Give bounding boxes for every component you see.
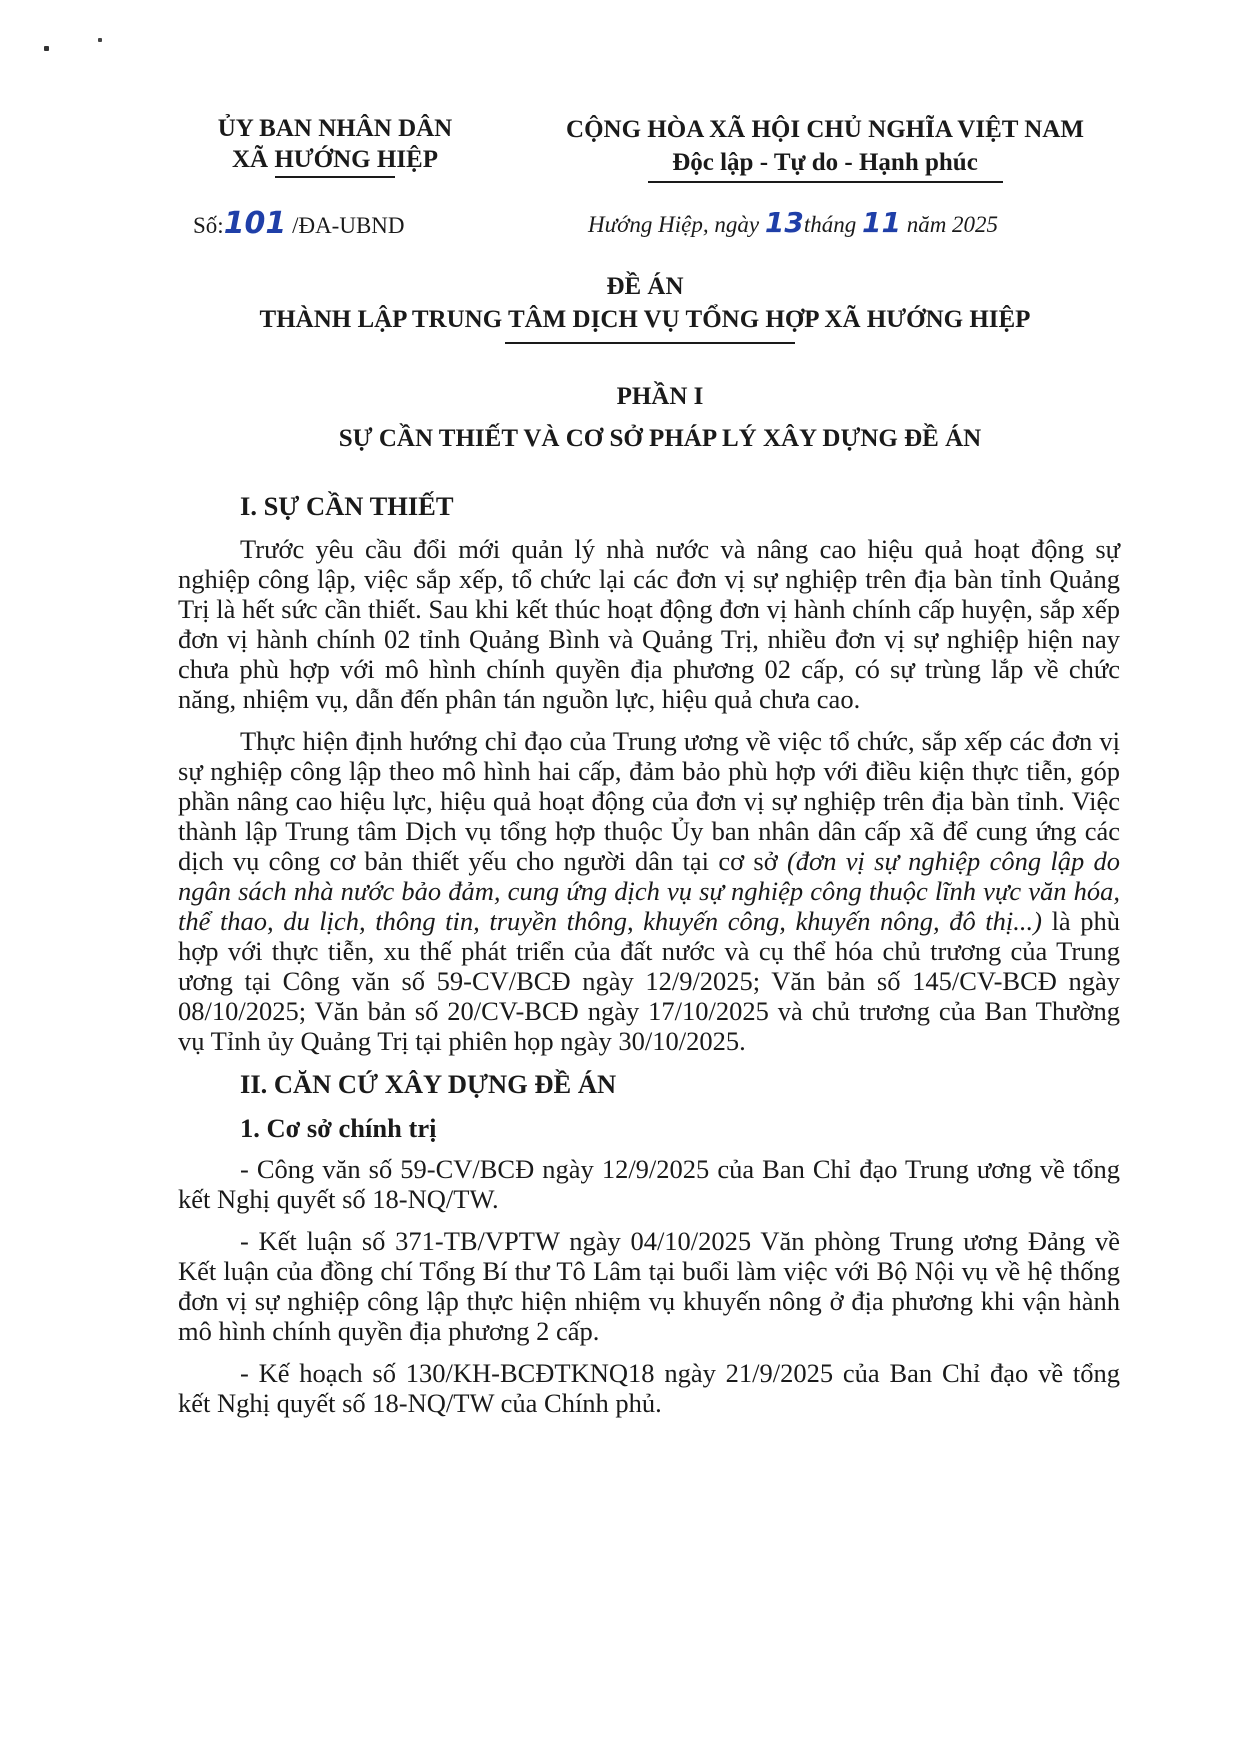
scan-speck (44, 46, 49, 51)
scan-speck (98, 38, 102, 42)
issuing-authority (190, 113, 480, 178)
section-heading: II. CĂN CỨ XÂY DỰNG ĐỀ ÁN (240, 1069, 617, 1099)
paragraph (178, 726, 1120, 1056)
date-year: năm 2025 (906, 212, 999, 237)
subsection-heading: 1. Cơ sở chính trị (240, 1113, 437, 1143)
paragraph: Trước yêu cầu đổi mới quản lý nhà nước và nâng cao hiệu quả hoạt động sự nghiệp công lập, việc sắp xếp, tổ chức lại các đơn vị sự nghiệp trên địa bàn tỉnh Quảng Trị là hết sức cần thiết. Sau khi kết thúc hoạt động đơn vị hành chính cấp huyện, sắp xếp đơn vị hành chính 02 tỉnh Quảng Bình và Quảng Trị, nhiều đơn vị sự nghiệp hiện nay chưa phù hợp với mô hình chính quyền địa phương 02 cấp, có sự trùng lắp về chức năng, nhiệm vụ, dẫn đến phân tán nguồn lực, hiệu quả chưa cao. (178, 534, 1120, 714)
title-underline (505, 342, 795, 344)
issue-date (588, 206, 998, 239)
part-title: SỰ CẦN THIẾT VÀ CƠ SỞ PHÁP LÝ XÂY DỰNG ĐỀ ÁN (338, 425, 982, 452)
title-type: ĐỀ ÁN (606, 273, 684, 300)
paragraph-text: Thực hiện định hướng chỉ đạo của Trung ương về việc tổ chức, sắp xếp các đơn vị sự nghiệp công lập theo mô hình hai cấp, đảm bảo phù hợp với điều kiện thực tiễn, góp phần nâng cao hiệu lực, hiệu quả hoạt động của đơn vị sự nghiệp trên địa bàn tỉnh. Việc thành lập Trung tâm Dịch vụ tổng hợp thuộc Ủy ban nhân dân cấp xã để cung ứng các dịch vụ công cơ bản thiết yếu cho người dân tại cơ sở (178, 726, 1120, 876)
authority-line-2: XÃ HƯỚNG HIỆP (231, 146, 439, 173)
list-item: - Kết luận số 371-TB/VPTW ngày 04/10/2025 Văn phòng Trung ương Đảng về Kết luận của đồng chí Tổng Bí thư Tô Lâm tại buổi làm việc với Bộ Nội vụ về hệ thống đơn vị sự nghiệp công lập thực hiện nhiệm vụ khuyến nông ở địa phương khi vận hành mô hình chính quyền địa phương 2 cấp. (178, 1226, 1120, 1346)
paragraph-text: là phù hợp với thực tiễn, xu thế phát triển của đất nước và cụ thể hóa chủ trương của Trung ương tại Công văn số 59-CV/BCĐ ngày 12/9/2025; Văn bản số 145/CV-BCĐ ngày 08/10/2025; Văn bản số 20/CV-BCĐ ngày 17/10/2025 và chủ trương của Ban Thường vụ Tỉnh ủy Quảng Trị tại phiên họp ngày 30/10/2025. (178, 906, 1121, 1056)
handwritten-month: 11 (861, 206, 901, 239)
nation-title: CỘNG HÒA XÃ HỘI CHỦ NGHĨA VIỆT NAM (566, 116, 1084, 143)
handwritten-number: 101 (223, 206, 287, 241)
authority-line-1: ỦY BAN NHÂN DÂN (217, 115, 453, 142)
title-subject: THÀNH LẬP TRUNG TÂM DỊCH VỤ TỔNG HỢP XÃ HƯỚNG HIỆP (259, 306, 1031, 333)
nation-motto: Độc lập - Tự do - Hạnh phúc (672, 149, 978, 176)
document-title (180, 270, 1110, 336)
document-body (178, 490, 1120, 1430)
national-motto (530, 113, 1120, 183)
section-heading: I. SỰ CẦN THIẾT (240, 491, 454, 521)
paragraph-italic: (đơn vị sự nghiệp công lập do ngân sách nhà nước bảo đảm, cung ứng dịch vụ sự nghiệp công thuộc lĩnh vực văn hóa, thể thao, du lịch, thông tin, truyền thông, khuyến công, khuyến nông, đô thị...) (178, 846, 1120, 936)
list-item: - Kế hoạch số 130/KH-BCĐTKNQ18 ngày 21/9/2025 của Ban Chỉ đạo về tổng kết Nghị quyết số 18-NQ/TW của Chính phủ. (178, 1358, 1120, 1418)
number-suffix: /ĐA-UBND (292, 213, 405, 238)
part-heading (180, 376, 1140, 460)
list-item: - Công văn số 59-CV/BCĐ ngày 12/9/2025 của Ban Chỉ đạo Trung ương về tổng kết Nghị quyết số 18-NQ/TW. (178, 1154, 1120, 1214)
authority-underline (275, 176, 395, 178)
date-month-label: tháng (803, 212, 857, 237)
motto-underline (648, 181, 1003, 183)
document-number (193, 206, 405, 241)
number-prefix: Số: (193, 213, 224, 238)
part-label: PHẦN I (616, 383, 704, 410)
date-place: Hướng Hiệp, ngày (588, 212, 760, 237)
handwritten-day: 13 (764, 206, 804, 239)
